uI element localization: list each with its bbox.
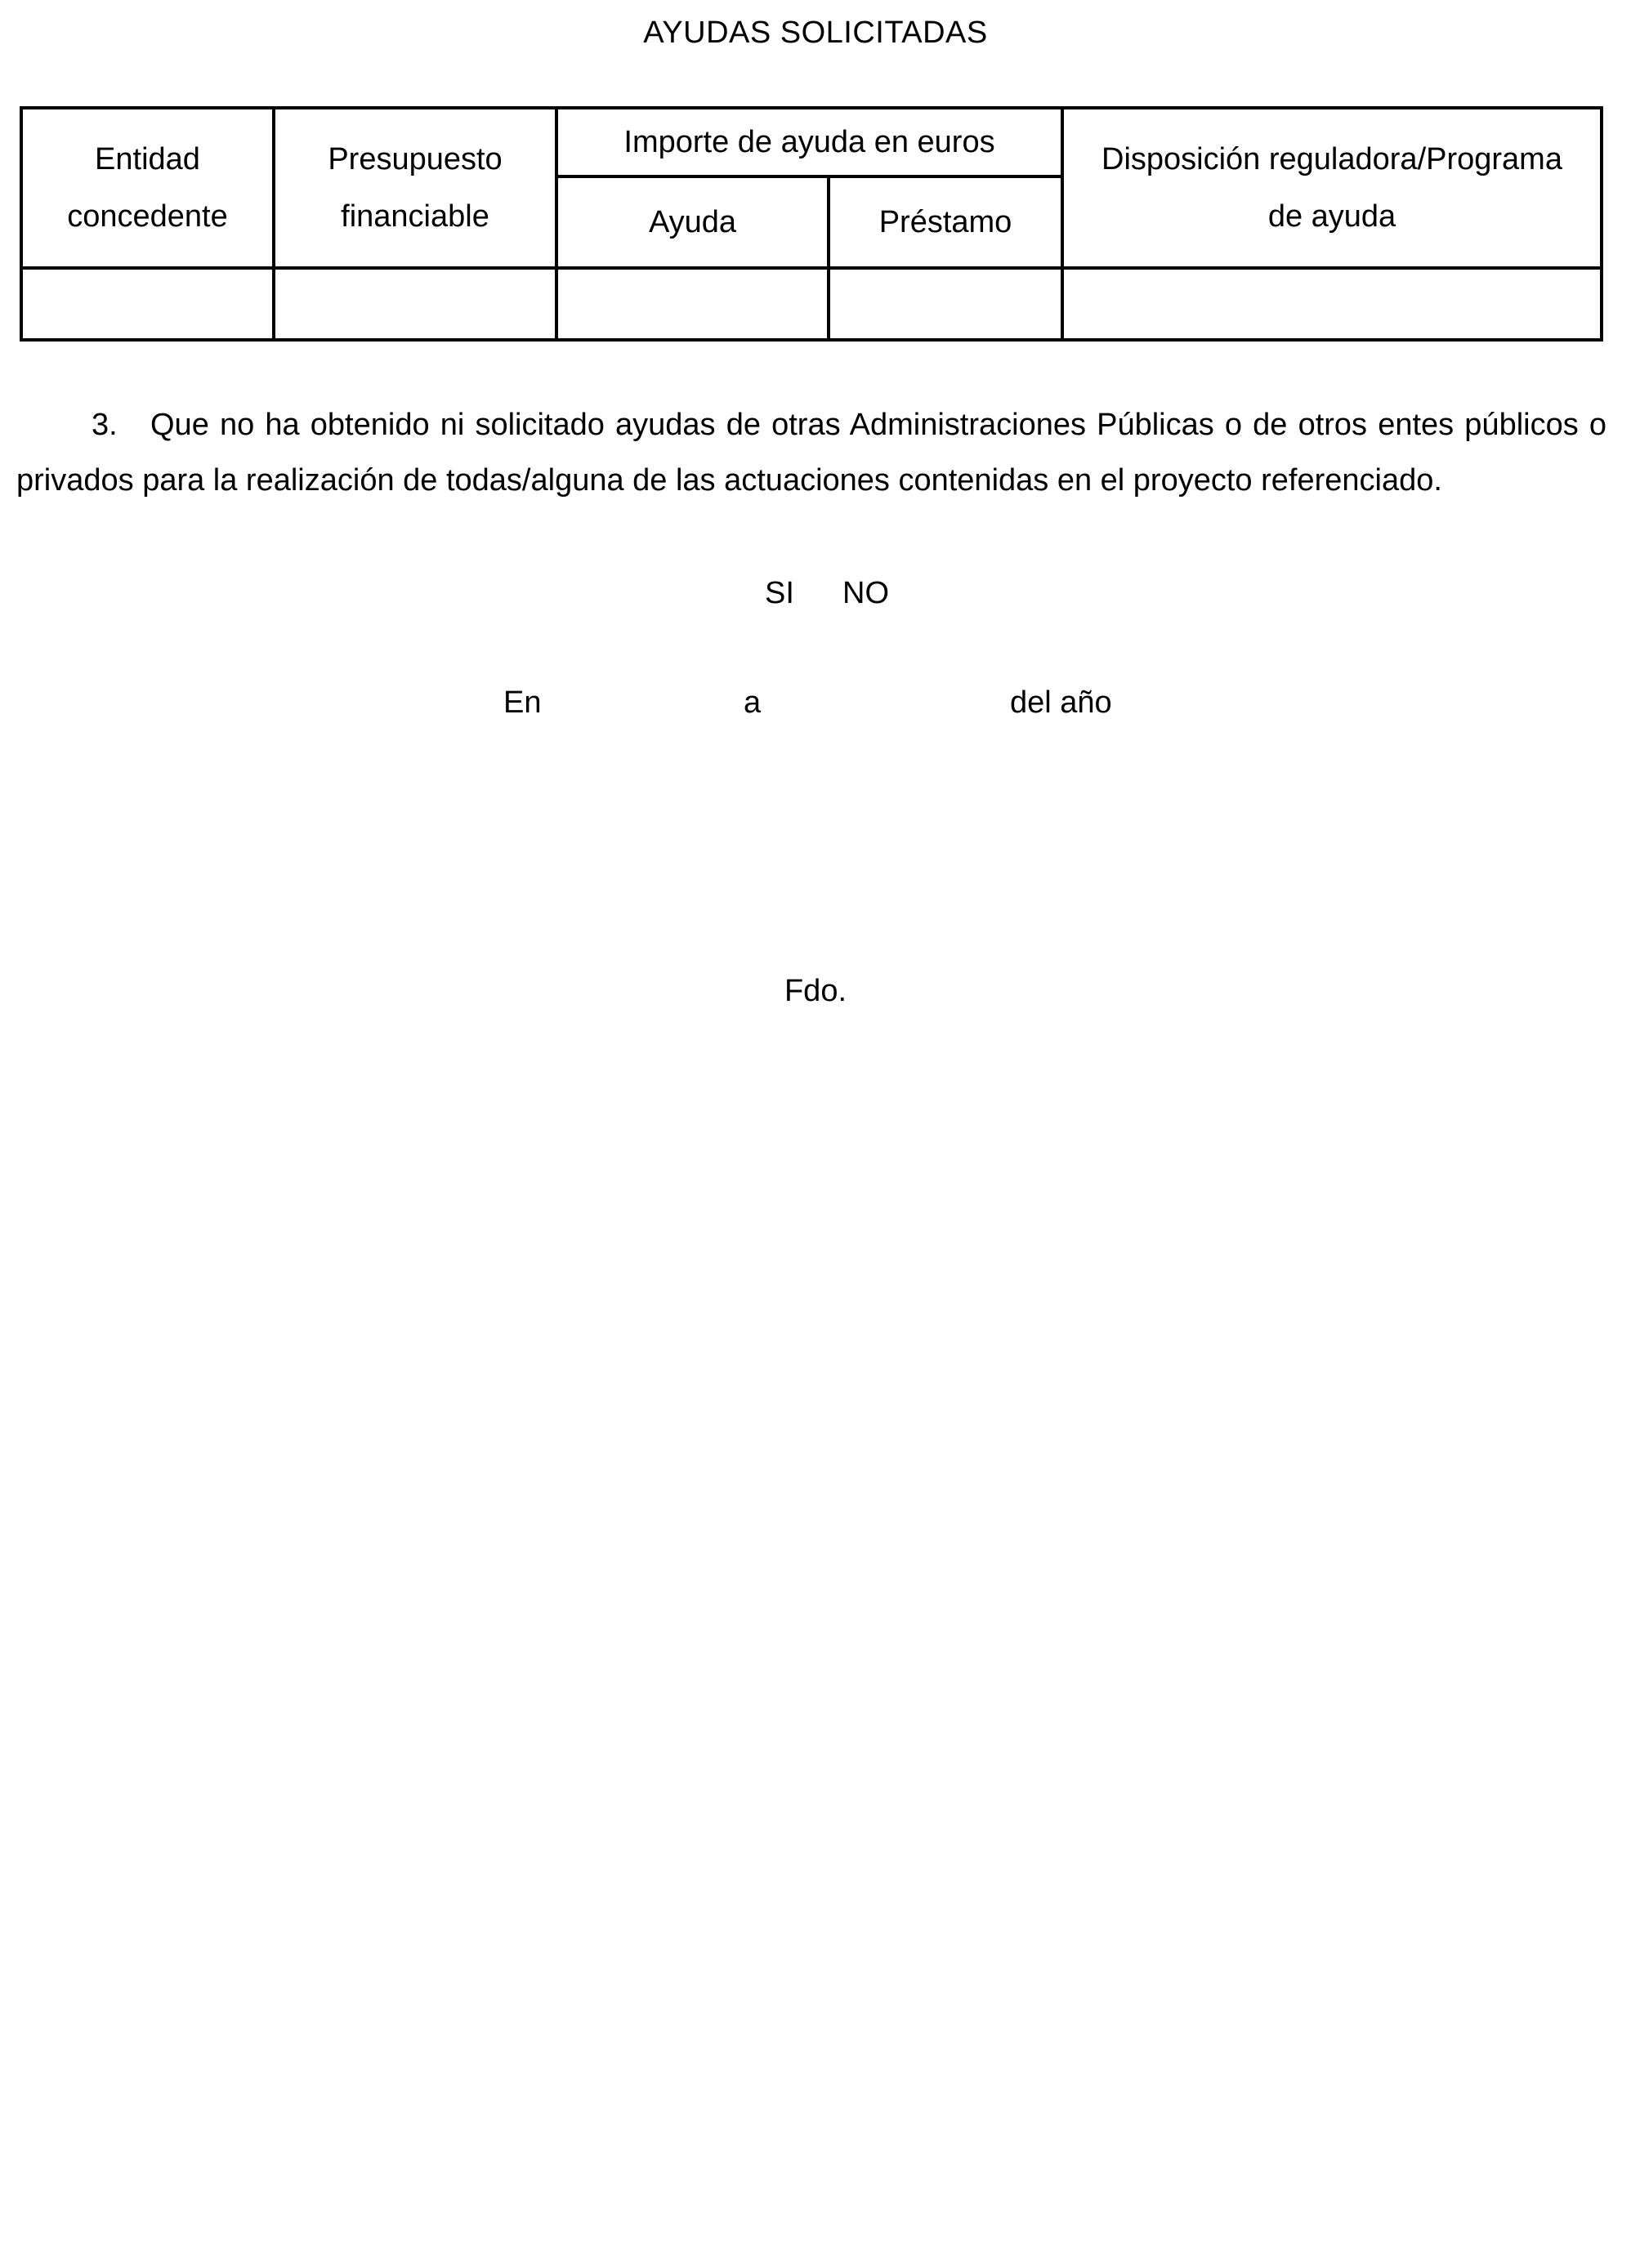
header-importe: Importe de ayuda en euros [556,108,1062,176]
place-label-en: En [503,685,542,720]
signature-label: Fdo. [784,974,847,1008]
year-label-del-ano: del año [1010,685,1112,720]
header-prestamo: Préstamo [829,176,1062,268]
date-label-a: a [744,685,762,720]
aid-table [20,106,1603,342]
cell-presupuesto[interactable] [274,268,556,340]
header-presupuesto-financiable [274,108,556,268]
cell-prestamo[interactable] [829,268,1062,340]
header-ayuda: Ayuda [556,176,829,268]
header-presupuesto-line2: financiable [341,199,489,234]
cell-disposicion[interactable] [1062,268,1602,340]
header-disposicion-line1: Disposición reguladora/Programa [1101,142,1562,176]
header-entidad-concedente [21,108,274,268]
header-presupuesto-line1: Presupuesto [328,142,503,176]
section-3-text: Que no ha obtenido ni solicitado ayudas de otras Administraciones Públicas o de otros entes públicos o privados para la realización de todas/alguna de las actuaciones contenidas en el proyecto referenciado. [16,408,1606,498]
option-no[interactable]: NO [842,576,889,610]
cell-entidad[interactable] [21,268,274,340]
cell-ayuda[interactable] [556,268,829,340]
table-row [21,268,1602,340]
table-header-row [21,108,1602,176]
header-entidad-line2: concedente [67,199,228,234]
document-title: AYUDAS SOLICITADAS [643,16,988,50]
header-entidad-line1: Entidad [95,142,200,176]
section-3-paragraph [16,397,1606,508]
section-3-number: 3. [92,408,118,442]
header-disposicion-line2: de ayuda [1267,199,1396,234]
header-disposicion [1062,108,1602,268]
option-si[interactable]: SI [765,576,794,610]
